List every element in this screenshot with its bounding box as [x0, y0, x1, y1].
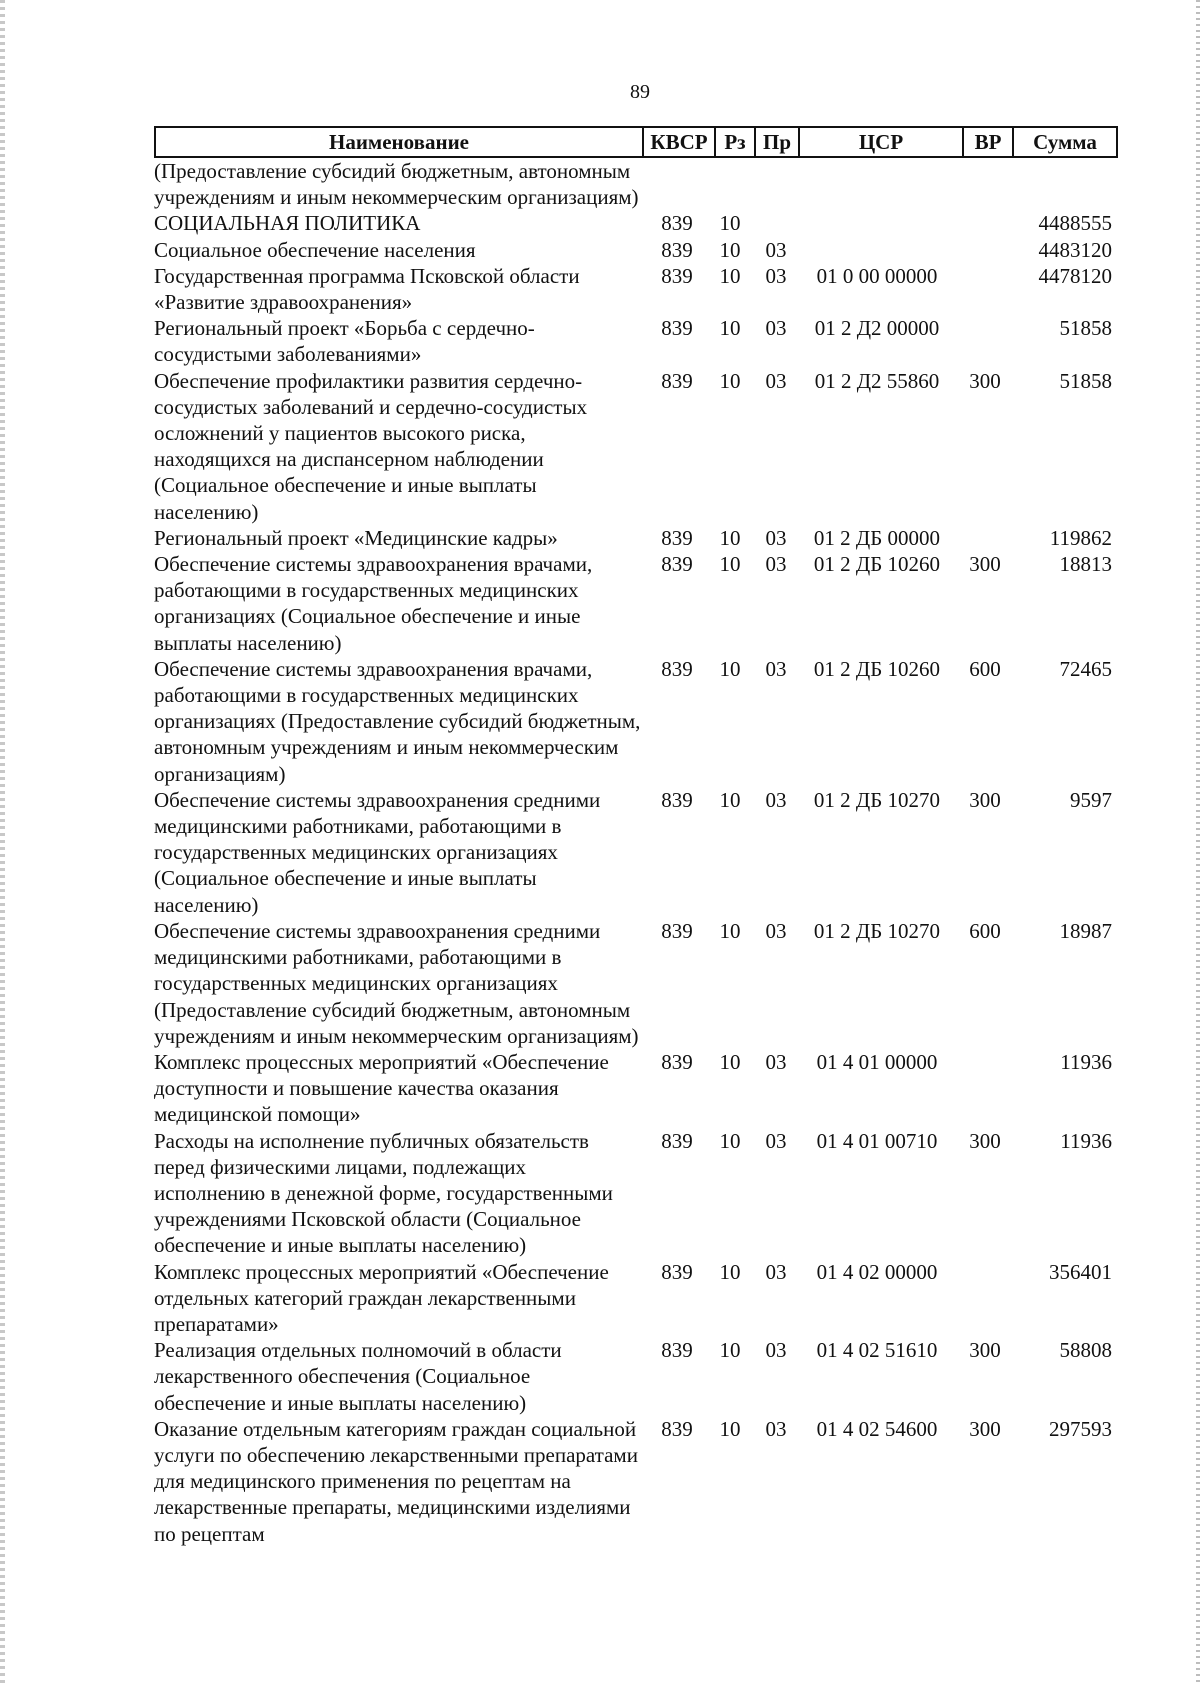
row-name: Социальное обеспечение населения: [154, 237, 476, 262]
row-csr: 01 2 ДБ 10260: [813, 656, 941, 681]
table-header: [154, 126, 1118, 158]
table-row: [154, 787, 1118, 918]
row-name: Расходы на исполнение публичных обязательств перед физическими лицами, подлежащих исполнению в денежной форме, государственными учреждениями Псковской области (Социальное обеспечение и иные выплаты населению): [154, 1128, 613, 1258]
row-name: Комплекс процессных мероприятий «Обеспечение доступности и повышение качества оказания медицинской помощи»: [154, 1049, 609, 1127]
table-row: [154, 918, 1118, 1049]
row-sum: 11936: [1060, 1049, 1112, 1074]
row-sum: 297593: [1049, 1416, 1112, 1441]
row-sum: 18813: [1059, 552, 1112, 577]
table-row: [154, 1259, 1118, 1338]
table-row: [154, 1337, 1118, 1416]
row-vr: 300: [969, 1338, 1001, 1363]
row-vr: 300: [969, 368, 1001, 393]
row-rz: 10: [719, 552, 741, 577]
table-row: [154, 210, 1118, 236]
row-name: Региональный проект «Медицинские кадры»: [154, 525, 558, 550]
row-csr: 01 2 ДБ 10270: [813, 787, 941, 812]
row-vr: 600: [969, 656, 1001, 681]
table-row: [154, 263, 1118, 315]
row-name: Обеспечение системы здравоохранения врачами, работающими в государственных медицинских организациях (Предоставление субсидий бюджетным, автономным учреждениям и иным некоммерческим организациям): [154, 656, 641, 786]
row-vr: 600: [969, 918, 1001, 943]
row-kvsr: 839: [661, 1259, 693, 1284]
header-kvsr: КВСР: [650, 130, 708, 154]
row-kvsr: 839: [661, 1128, 693, 1153]
row-kvsr: 839: [661, 316, 693, 341]
row-kvsr: 839: [661, 525, 693, 550]
table-row: [154, 368, 1118, 525]
row-rz: 10: [719, 656, 741, 681]
table-body: [154, 158, 1118, 1547]
row-sum: 72465: [1059, 656, 1112, 681]
row-kvsr: 839: [661, 656, 693, 681]
table-row: [154, 237, 1118, 263]
row-rz: 10: [719, 1049, 741, 1074]
row-pr: 03: [765, 263, 787, 288]
row-vr: 300: [969, 787, 1001, 812]
row-csr: 01 2 Д2 55860: [814, 368, 940, 393]
row-kvsr: 839: [661, 1338, 693, 1363]
row-csr: 01 4 01 00000: [816, 1049, 938, 1074]
row-sum: 58808: [1059, 1338, 1112, 1363]
scan-edge-right: [1196, 0, 1200, 1686]
row-name: Региональный проект «Борьба с сердечно-сосудистыми заболеваниями»: [154, 316, 535, 367]
row-csr: 01 2 ДБ 10270: [813, 918, 941, 943]
row-csr: 01 4 02 00000: [816, 1259, 938, 1284]
header-pr: Пр: [762, 130, 791, 154]
row-pr: 03: [765, 237, 787, 262]
row-vr: 300: [969, 1128, 1001, 1153]
row-pr: 03: [765, 918, 787, 943]
row-name: Обеспечение системы здравоохранения средними медицинскими работниками, работающими в государственных медицинских организациях (Социальное обеспечение и иные выплаты населению): [154, 787, 601, 917]
row-pr: 03: [765, 525, 787, 550]
row-pr: 03: [765, 368, 787, 393]
row-rz: 10: [719, 211, 741, 236]
header-rz: Рз: [724, 130, 746, 154]
row-sum: 11936: [1060, 1128, 1112, 1153]
row-rz: 10: [719, 1338, 741, 1363]
row-csr: 01 4 01 00710: [816, 1128, 938, 1153]
row-rz: 10: [719, 525, 741, 550]
row-pr: 03: [765, 787, 787, 812]
row-name: Государственная программа Псковской области «Развитие здравоохранения»: [154, 263, 580, 315]
row-kvsr: 839: [661, 1416, 693, 1441]
scan-edge-left: [0, 0, 5, 1686]
row-name: СОЦИАЛЬНАЯ ПОЛИТИКА: [154, 211, 421, 236]
row-pr: 03: [765, 552, 787, 577]
row-sum: 356401: [1049, 1259, 1112, 1284]
row-pr: 03: [765, 1049, 787, 1074]
row-name: Обеспечение профилактики развития сердечно-сосудистых заболеваний и сердечно-сосудистых осложнений у пациентов высокого риска, находящихся на диспансерном наблюдении (Социальное обеспечение и иные выплаты населению): [154, 368, 588, 524]
row-rz: 10: [719, 1416, 741, 1441]
row-pr: 03: [765, 1338, 787, 1363]
row-rz: 10: [719, 1259, 741, 1284]
row-rz: 10: [719, 1128, 741, 1153]
row-name: Обеспечение системы здравоохранения врачами, работающими в государственных медицинских организациях (Социальное обеспечение и иные выплаты населению): [154, 552, 593, 655]
row-name: Оказание отдельным категориям граждан социальной услуги по обеспечению лекарственными препаратами для медицинского применения по рецептам на лекарственные препараты, медицинскими изделиями по рецептам: [154, 1416, 638, 1546]
row-pr: 03: [765, 1259, 787, 1284]
row-pr: 03: [765, 1128, 787, 1153]
table-row: [154, 1128, 1118, 1259]
header-name: Наименование: [329, 130, 469, 154]
row-kvsr: 839: [661, 211, 693, 236]
table-row: [154, 656, 1118, 787]
row-csr: 01 4 02 54600: [816, 1416, 938, 1441]
row-sum: 119862: [1049, 525, 1112, 550]
row-sum: 51858: [1059, 316, 1112, 341]
row-rz: 10: [719, 918, 741, 943]
row-pr: 03: [765, 1416, 787, 1441]
table-row: [154, 1416, 1118, 1547]
row-kvsr: 839: [661, 368, 693, 393]
row-sum: 4488555: [1038, 211, 1112, 236]
row-csr: 01 2 ДБ 00000: [813, 525, 941, 550]
row-rz: 10: [719, 316, 741, 341]
table-row: [154, 1049, 1118, 1128]
row-rz: 10: [719, 237, 741, 262]
row-kvsr: 839: [661, 1049, 693, 1074]
row-name: Комплекс процессных мероприятий «Обеспечение отдельных категорий граждан лекарственными препаратами»: [154, 1259, 609, 1336]
row-kvsr: 839: [661, 787, 693, 812]
row-name: Обеспечение системы здравоохранения средними медицинскими работниками, работающими в государственных медицинских организациях (Предоставление субсидий бюджетным, автономным учреждениям и иным некоммерческим организациям): [154, 918, 639, 1048]
row-vr: 300: [969, 1416, 1001, 1441]
row-kvsr: 839: [661, 237, 693, 262]
row-sum: 9597: [1070, 787, 1112, 812]
row-csr: 01 4 02 51610: [816, 1338, 938, 1363]
table-row: [154, 525, 1118, 551]
row-rz: 10: [719, 263, 741, 288]
row-kvsr: 839: [661, 552, 693, 577]
row-csr: 01 2 Д2 00000: [814, 316, 940, 341]
row-kvsr: 839: [661, 918, 693, 943]
row-kvsr: 839: [661, 263, 693, 288]
table-row: [154, 315, 1118, 367]
row-sum: 4483120: [1038, 237, 1112, 262]
row-vr: 300: [969, 552, 1001, 577]
row-rz: 10: [719, 787, 741, 812]
row-pr: 03: [765, 656, 787, 681]
table-row: [154, 551, 1118, 656]
row-sum: 18987: [1059, 918, 1112, 943]
row-sum: 51858: [1059, 368, 1112, 393]
header-vr: ВР: [974, 130, 1002, 154]
row-rz: 10: [719, 368, 741, 393]
row-sum: 4478120: [1038, 263, 1112, 288]
row-csr: 01 2 ДБ 10260: [813, 552, 941, 577]
page-number: 89: [630, 81, 650, 103]
row-name: Реализация отдельных полномочий в области лекарственного обеспечения (Социальное обеспечение и иные выплаты населению): [154, 1338, 562, 1415]
header-sum: Сумма: [1033, 130, 1097, 154]
row-csr: 01 0 00 00000: [816, 263, 938, 288]
row-name: (Предоставление субсидий бюджетным, автономным учреждениям и иным некоммерческим организациям): [154, 159, 639, 210]
table-row: [154, 158, 1118, 210]
header-csr: ЦСР: [858, 130, 904, 154]
row-pr: 03: [765, 316, 787, 341]
